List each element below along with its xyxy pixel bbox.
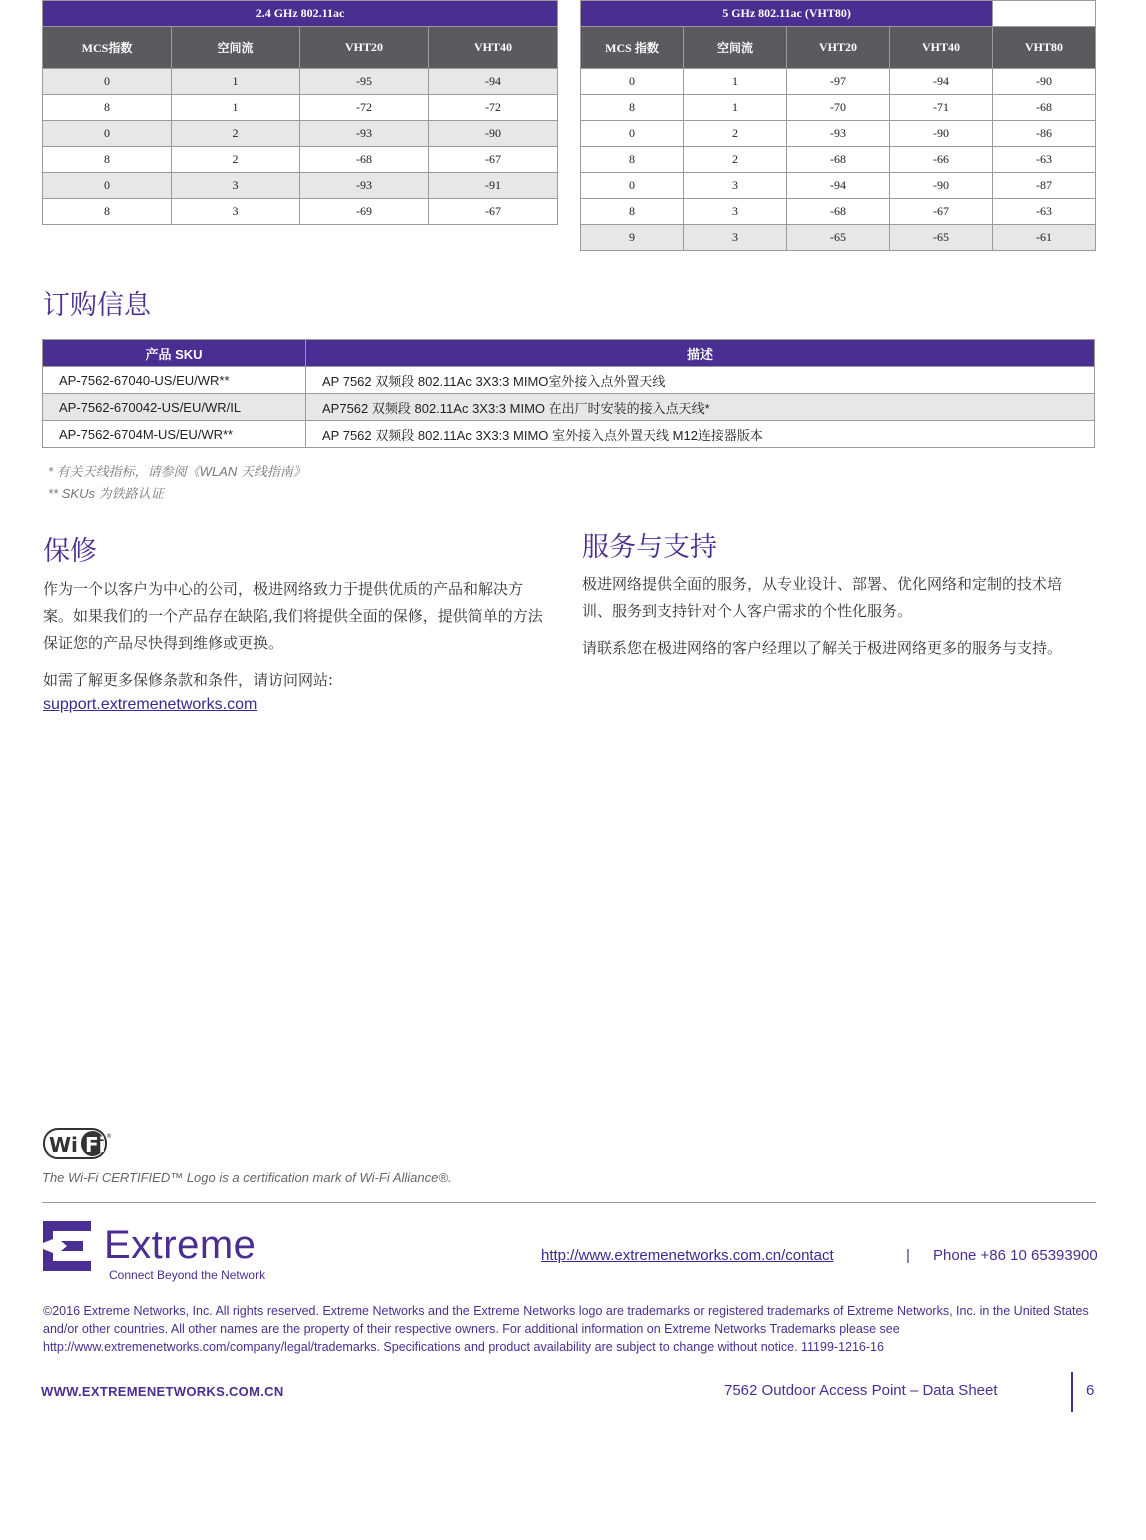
- col-header: VHT20: [300, 27, 429, 69]
- cell: 3: [172, 199, 300, 225]
- service-contact: 请联系您在极进网络的客户经理以了解关于极进网络更多的服务与支持。: [582, 639, 1063, 657]
- cell: -70: [787, 95, 890, 121]
- warranty-text: [43, 576, 563, 657]
- extreme-logo-mark: [43, 1221, 93, 1271]
- text-line: 作为一个以客户为中心的公司，极进网络致力于提供优质的产品和解决方: [43, 580, 524, 598]
- svg-text:®: ®: [106, 1133, 112, 1140]
- table-row: [43, 121, 558, 147]
- cell: -69: [300, 199, 429, 225]
- cell: -65: [890, 225, 993, 251]
- phone: Phone +86 10 65393900: [933, 1247, 1098, 1264]
- legal-line: ©2016 Extreme Networks, Inc. All rights reserved. Extreme Networks and the Extreme Networks logo are trademarks or registered trademarks of Extreme Networks, Inc. in the United States: [43, 1304, 1089, 1318]
- table-title: 2.4 GHz 802.11ac: [43, 1, 558, 27]
- ordering-heading: 订购信息: [43, 290, 151, 321]
- sku-cell: AP-7562-670042-US/EU/WR/IL: [43, 394, 306, 421]
- cell: 1: [684, 95, 787, 121]
- cell: -90: [993, 69, 1096, 95]
- cell: -87: [993, 173, 1096, 199]
- table-row: [43, 147, 558, 173]
- cell: -94: [787, 173, 890, 199]
- table-2-4ghz: [42, 0, 558, 225]
- col-header: 描述: [306, 340, 1095, 367]
- brand-tagline: Connect Beyond the Network: [109, 1268, 266, 1282]
- sku-cell: AP-7562-67040-US/EU/WR**: [43, 367, 306, 394]
- table-row: [43, 95, 558, 121]
- col-header: 空间流: [684, 27, 787, 69]
- col-header: MCS指数: [43, 27, 172, 69]
- warranty-more: 如需了解更多保修条款和条件，请访问网站:: [43, 671, 334, 689]
- cell: 0: [43, 173, 172, 199]
- cell: -93: [787, 121, 890, 147]
- site-url[interactable]: WWW.EXTREMENETWORKS.COM.CN: [41, 1384, 284, 1399]
- cell: -86: [993, 121, 1096, 147]
- cell: -65: [787, 225, 890, 251]
- text-line: 极进网络提供全面的服务，从专业设计、部署、优化网络和定制的技术培: [582, 575, 1063, 593]
- sku-cell: AP-7562-6704M-US/EU/WR**: [43, 421, 306, 448]
- service-heading: 服务与支持: [582, 532, 717, 563]
- cell: -91: [429, 173, 558, 199]
- cell: -63: [993, 199, 1096, 225]
- cell: 0: [581, 173, 684, 199]
- cell: -68: [787, 199, 890, 225]
- cell: -71: [890, 95, 993, 121]
- contact-link[interactable]: http://www.extremenetworks.com.cn/contact: [541, 1247, 834, 1264]
- col-header: VHT40: [429, 27, 558, 69]
- cell: 8: [581, 147, 684, 173]
- footer-divider: [1071, 1372, 1073, 1412]
- cell: 2: [684, 147, 787, 173]
- divider: [42, 1202, 1096, 1203]
- cell: 0: [581, 121, 684, 147]
- col-header: VHT20: [787, 27, 890, 69]
- cell: 8: [43, 199, 172, 225]
- col-header: VHT80: [993, 27, 1096, 69]
- desc-cell: AP 7562 双频段 802.11Ac 3X3:3 MIMO 室外接入点外置天线 M12连接器版本: [306, 421, 1095, 448]
- page-number: 6: [1086, 1382, 1095, 1399]
- cell: 3: [684, 199, 787, 225]
- cell: 8: [43, 147, 172, 173]
- desc-cell: AP 7562 双频段 802.11Ac 3X3:3 MIMO室外接入点外置天线: [306, 367, 1095, 394]
- table-row: [43, 394, 1095, 421]
- legal-line: and/or other countries. All other names are the property of their respective owners. For additional information on Extreme Networks Trademarks please see: [43, 1322, 900, 1336]
- table-5ghz: [580, 0, 1096, 251]
- cell: -94: [429, 69, 558, 95]
- service-text: [582, 571, 1102, 625]
- table-row: [43, 421, 1095, 448]
- table-row: [581, 173, 1096, 199]
- table-title-blank: [993, 1, 1096, 27]
- cell: -95: [300, 69, 429, 95]
- table-row: [43, 199, 558, 225]
- table-row: [43, 173, 558, 199]
- cell: 2: [684, 121, 787, 147]
- table-row: [581, 147, 1096, 173]
- cell: -66: [890, 147, 993, 173]
- table-title: 5 GHz 802.11ac (VHT80): [581, 1, 993, 27]
- table-row: [43, 69, 558, 95]
- col-header: MCS 指数: [581, 27, 684, 69]
- cell: 1: [684, 69, 787, 95]
- table-row: [581, 95, 1096, 121]
- cell: -63: [993, 147, 1096, 173]
- cell: 3: [684, 173, 787, 199]
- text-line: 训、服务到支持针对个人客户需求的个性化服务。: [582, 602, 913, 620]
- cell: 1: [172, 69, 300, 95]
- cell: -68: [300, 147, 429, 173]
- text-line: 案。如果我们的一个产品存在缺陷,我们将提供全面的保修，提供简单的方法: [43, 607, 543, 625]
- text-line: 保证您的产品尽快得到维修或更换。: [43, 634, 284, 652]
- col-header: 空间流: [172, 27, 300, 69]
- table-row: [581, 69, 1096, 95]
- table-row: [581, 121, 1096, 147]
- legal-line: http://www.extremenetworks.com/company/legal/trademarks. Specifications and product availability are subject to change without notice. 11199-1216-16: [43, 1340, 884, 1354]
- cell: -90: [890, 173, 993, 199]
- cell: 0: [581, 69, 684, 95]
- cell: -93: [300, 121, 429, 147]
- cell: -61: [993, 225, 1096, 251]
- support-link[interactable]: support.extremenetworks.com: [43, 696, 258, 713]
- wifi-caption: The Wi-Fi CERTIFIED™ Logo is a certification mark of Wi-Fi Alliance®.: [42, 1170, 452, 1185]
- cell: -67: [890, 199, 993, 225]
- doc-title: 7562 Outdoor Access Point – Data Sheet: [724, 1382, 998, 1399]
- cell: 1: [172, 95, 300, 121]
- warranty-heading: 保修: [43, 536, 97, 567]
- cell: 2: [172, 121, 300, 147]
- cell: -72: [300, 95, 429, 121]
- cell: -67: [429, 199, 558, 225]
- ordering-table: [42, 339, 1095, 448]
- svg-text:Fi: Fi: [85, 1133, 106, 1157]
- col-header: VHT40: [890, 27, 993, 69]
- brand-name: Extreme: [104, 1223, 257, 1267]
- desc-cell: AP7562 双频段 802.11Ac 3X3:3 MIMO 在出厂时安装的接入点天线*: [306, 394, 1095, 421]
- cell: 0: [43, 69, 172, 95]
- cell: 3: [684, 225, 787, 251]
- separator: |: [906, 1247, 910, 1264]
- cell: 9: [581, 225, 684, 251]
- cell: -72: [429, 95, 558, 121]
- cell: 8: [581, 95, 684, 121]
- cell: -68: [993, 95, 1096, 121]
- legal-text: [43, 1302, 1103, 1356]
- cell: -68: [787, 147, 890, 173]
- cell: 8: [43, 95, 172, 121]
- col-header: 产品 SKU: [43, 340, 306, 367]
- svg-text:Wi: Wi: [49, 1133, 78, 1157]
- railway-note: ** SKUs 为铁路认证: [48, 486, 164, 501]
- cell: -93: [300, 173, 429, 199]
- cell: 8: [581, 199, 684, 225]
- cell: -97: [787, 69, 890, 95]
- cell: -90: [429, 121, 558, 147]
- wifi-logo: [43, 1128, 111, 1160]
- cell: -94: [890, 69, 993, 95]
- cell: 0: [43, 121, 172, 147]
- antenna-note: * 有关天线指标，请参阅《WLAN 天线指南》: [48, 464, 306, 479]
- cell: -90: [890, 121, 993, 147]
- table-row: [581, 225, 1096, 251]
- table-row: [43, 367, 1095, 394]
- cell: 3: [172, 173, 300, 199]
- cell: -67: [429, 147, 558, 173]
- table-row: [581, 199, 1096, 225]
- cell: 2: [172, 147, 300, 173]
